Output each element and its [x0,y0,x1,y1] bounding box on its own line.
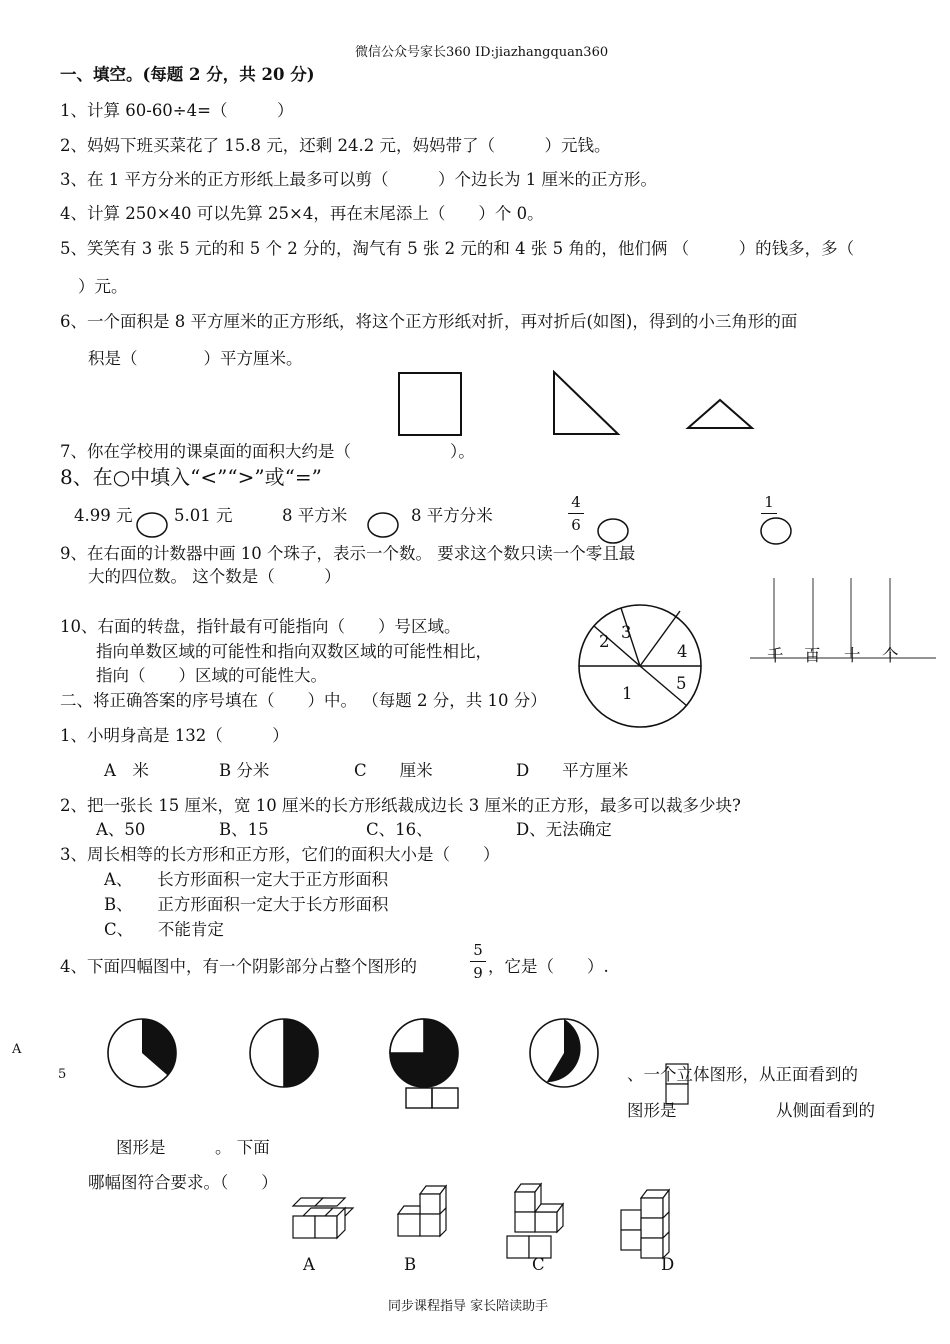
question-1-9: 9、在右面的计数器中画 10 个珠子，表示一个数。 要求这个数只读一个零且最 [60,544,636,563]
compare-a-left: 4.99 元 [74,506,133,525]
section2-title: 二、将正确答案的序号填在（ ）中。 （每题 2 分，共 10 分） [60,691,547,710]
cube-option-d[interactable] [617,1188,683,1260]
cube-label-b: B [404,1255,417,1274]
question-1-5: 5、笑笑有 3 张 5 元的和 5 个 2 分的，淘气有 5 张 2 元的和 4 张 5 角的，他们俩 （ ）的钱多，多（ [60,239,855,258]
abacus-label-ones: 个 [882,646,899,665]
question-1-10-cont1: 指向单数区域的可能性和指向双数区域的可能性相比， [96,642,492,661]
compare-circle-1[interactable] [135,511,169,539]
cube-label-c: C [532,1255,545,1274]
compare-b-right: 8 平方分米 [411,506,493,525]
question-1-10-cont2: 指向（ ）区域的可能性大。 [96,666,327,685]
option-label-a: A [12,1042,22,1057]
fraction-numerator: 1 [764,493,774,511]
question-1-1: 1、计算 60-60÷4=（ ） [60,101,294,120]
compare-circle-2[interactable] [366,511,400,539]
compare-circle-3[interactable] [596,517,630,545]
pie-option-c[interactable] [387,1016,461,1090]
fraction-five-ninths [470,941,486,982]
option-2-3-b[interactable]: B、 正方形面积一定大于长方形面积 [104,895,389,914]
question-1-10: 10、右面的转盘，指针最有可能指向（ ）号区域。 [60,617,461,636]
abacus-label-tens: 十 [844,646,861,665]
option-2-2-c[interactable]: C、16、 [366,820,433,839]
section1-title: 一、填空。(每题 2 分，共 20 分) [60,65,315,84]
option-2-2-d[interactable]: D、无法确定 [516,820,612,839]
cube-label-a: A [303,1255,315,1274]
pie-option-d[interactable] [527,1016,601,1090]
question-1-2: 2、妈妈下班买菜花了 15.8 元，还剩 24.2 元，妈妈带了（ ）元钱。 [60,136,611,155]
question-1-6: 6、一个面积是 8 平方厘米的正方形纸，将这个正方形纸对折，再对折后(如图)，得到的小三角形的面 [60,312,798,331]
option-2-1-a[interactable]: A 米 [104,761,149,780]
question-2-4-tail: ，它是（ ）. [488,957,609,976]
question-2-1: 1、小明身高是 132（ ） [60,726,289,745]
fraction-numerator: 4 [571,493,581,511]
fraction-denominator: 9 [473,964,483,982]
spinner-wheel [574,604,706,736]
pie-option-a[interactable] [105,1016,179,1090]
question-2-3: 3、周长相等的长方形和正方形，它们的面积大小是（ ） [60,845,500,864]
compare-b-left: 8 平方米 [282,506,348,525]
question-1-6-cont: 积是（ ）平方厘米。 [88,349,303,368]
cube-option-b[interactable] [396,1184,452,1246]
option-2-3-a[interactable]: A、 长方形面积一定大于正方形面积 [104,870,389,889]
question-1-3: 3、在 1 平方分米的正方形纸上最多可以剪（ ）个边长为 1 厘米的正方形。 [60,170,657,189]
compare-circle-4[interactable] [759,516,793,546]
spinner-label-2: 2 [599,632,610,651]
question-1-7: 7、你在学校用的课桌面的面积大约是（ ）。 [60,442,475,461]
pie-option-b[interactable] [247,1016,321,1090]
question-1-5-cont: ）元。 [78,277,128,296]
cube-option-c[interactable] [505,1182,571,1262]
fraction-denominator: 6 [571,516,581,534]
question-1-4: 4、计算 250×40 可以先算 25×4，再在末尾添上（ ）个 0。 [60,204,544,223]
fraction-numerator: 5 [473,941,483,959]
spinner-label-1: 1 [622,684,633,703]
question-2-5-d: 图形是 。 下面 [116,1138,270,1157]
option-2-1-d[interactable]: D 平方厘米 [516,761,629,780]
option-2-2-a[interactable]: A、50 [96,820,146,839]
question-2-5-number: 5 [58,1067,67,1082]
spinner-label-3: 3 [621,623,632,642]
question-2-5-c: 从侧面看到的 [776,1101,875,1120]
front-view-figure [404,1086,460,1110]
folded-triangle-figure [550,370,622,438]
square-paper-figure [396,370,466,440]
spinner-label-5: 5 [676,674,687,693]
cube-label-d: D [661,1255,675,1274]
question-2-4: 4、下面四幅图中，有一个阴影部分占整个图形的 [60,957,417,976]
question-1-8: 8、在○中填入“<”“>”或“=” [60,465,322,489]
option-2-1-c[interactable]: C 厘米 [354,761,433,780]
abacus-label-thousands: 千 [767,646,784,665]
page-header: 微信公众号家长360 ID:jiazhangquan360 [355,45,609,60]
compare-a-right: 5.01 元 [174,506,233,525]
cube-option-a[interactable] [289,1196,355,1246]
small-triangle-figure [684,396,756,432]
option-2-2-b[interactable]: B、15 [219,820,269,839]
fraction-one [761,493,777,516]
page-footer: 同步课程指导 家长陪读助手 [388,1299,549,1314]
question-2-5-b: 图形是 [627,1101,677,1120]
question-2-5-a: 、一个立体图形，从正面看到的 [627,1065,858,1084]
option-2-3-c[interactable]: C、 不能肯定 [104,920,224,939]
abacus-label-hundreds: 百 [804,646,821,665]
option-2-1-b[interactable]: B 分米 [219,761,270,780]
fraction-four-sixths [568,493,584,534]
question-2-2: 2、把一张长 15 厘米，宽 10 厘米的长方形纸裁成边长 3 厘米的正方形，最多可以裁多少块? [60,796,741,815]
spinner-label-4: 4 [677,642,688,661]
question-1-9-cont: 大的四位数。 这个数是（ ） [88,567,341,586]
question-2-5-e: 哪幅图符合要求。（ ） [88,1173,278,1192]
